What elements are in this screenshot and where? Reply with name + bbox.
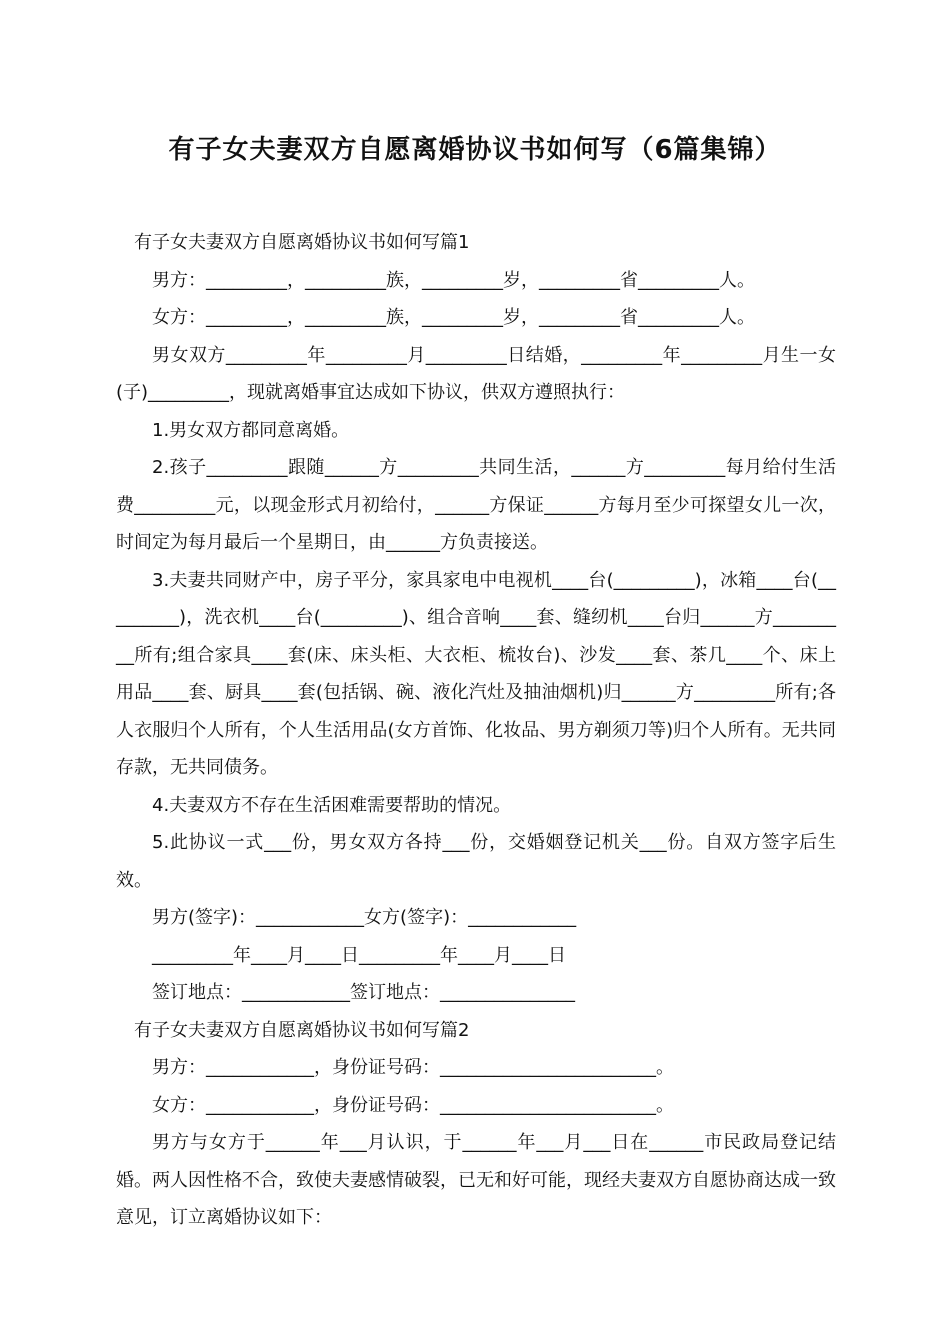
article1-place-line: 签订地点：____________签订地点：_______________ xyxy=(152,982,575,1003)
article1-heading: 有子女夫妻双方自愿离婚协议书如何写篇1 xyxy=(134,232,470,253)
article1-item-4: 4.夫妻双方不存在生活困难需要帮助的情况。 xyxy=(152,794,512,816)
article1-date-line: _________年____月____日_________年____月____日 xyxy=(152,944,566,966)
document-title: 有子女夫妻双方自愿离婚协议书如何写（6篇集锦） xyxy=(168,135,782,165)
article1-male-line: 男方：_________，_________族，_________岁，_________省_________人。 xyxy=(152,269,755,291)
article1-signature-line: 男方(签字)：____________女方(签字)：____________ xyxy=(152,907,577,928)
article1-item-3: 3.夫妻共同财产中，房子平分，家具家电中电视机____台(_________)，冰箱____台(_________)，洗衣机____台(_________)、组合音响____套、缝纫机____台归______方_________所有;组合家具____套(床、床头柜、大衣柜、梳妆台)、沙发____套、茶几____个、床上用品____套、厨具____套(包括锅、碗、液化汽灶及抽油烟机)归______方_________所有;各人衣服归个人所有，个人生活用品(女方首饰、化妆品、男方剃须刀等)归个人所有。无共同存款，无共同债务。 xyxy=(116,569,836,778)
article1-item-2: 2.孩子_________跟随______方_________共同生活，______方_________每月给付生活费_________元，以现金形式月初给付，______方保证______方每月至少可探望女儿一次，时间定为每月最后一个星期日，由______方负责接送。 xyxy=(116,457,836,553)
article1-item-1: 1.男女双方都同意离婚。 xyxy=(152,419,350,441)
article1-marriage-paragraph: 男女双方_________年_________月_________日结婚，_________年_________月生一女(子)_________，现就离婚事宜达成如下协议，供双方遵照执行： xyxy=(116,344,836,403)
article2-male-line: 男方：____________，身份证号码：________________________。 xyxy=(152,1057,674,1078)
article2-heading: 有子女夫妻双方自愿离婚协议书如何写篇2 xyxy=(134,1019,470,1041)
document-body xyxy=(116,224,836,1237)
article1-item-5: 5.此协议一式___份，男女双方各持___份，交婚姻登记机关___份。自双方签字后生效。 xyxy=(116,832,836,891)
article2-female-line: 女方：____________，身份证号码：________________________。 xyxy=(152,1094,674,1116)
article2-intro-paragraph: 男方与女方于______年___月认识，于______年___月___日在______市民政局登记结婚。两人因性格不合，致使夫妻感情破裂，已无和好可能，现经夫妻双方自愿协商达成一致意见，订立离婚协议如下： xyxy=(116,1132,836,1228)
article1-female-line: 女方：_________，_________族，_________岁，_________省_________人。 xyxy=(152,307,755,328)
